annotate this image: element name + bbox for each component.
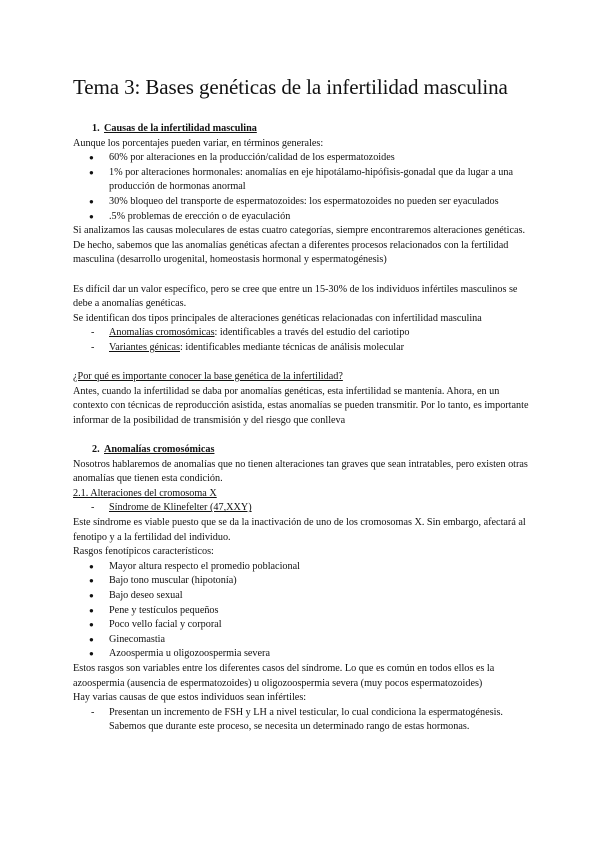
- document-content: [73, 74, 531, 735]
- traits-intro: Rasgos fenotípicos característicos:: [73, 546, 214, 558]
- alteration-types-list: [73, 326, 531, 355]
- subsection-heading: 2.1. Alteraciones del cromosoma X: [73, 487, 217, 499]
- causes-list: [73, 151, 531, 224]
- section-2-title: Anomalías cromosómicas: [104, 444, 215, 456]
- list-item: [73, 501, 531, 516]
- list-item: ● 1% por alteraciones hormonales: anomalías en eje hipotálamo-hipófisis-gonadal que da lugar a una producción de hormonas anormal: [73, 166, 531, 195]
- list-item-term: Anomalías cromosómicas: [109, 327, 215, 339]
- list-item: - Presentan un incremento de FSH y LH a nivel testicular, lo cual condiciona la espermatogénesis. Sabemos que durante este proceso, se necesita un determinado rango de estas hormonas.: [73, 706, 531, 735]
- section-2-paragraph-2: Estos rasgos son variables entre los diferentes casos del síndrome. Lo que es común en todos ellos es la azoospermia (ausencia de espermatozoides) u oligozoospermia severa (muy pocos espermatozoides): [73, 662, 495, 689]
- list-item: ● .5% problemas de erección o de eyaculación: [73, 210, 531, 225]
- list-item-term: Variantes génicas: [109, 341, 180, 353]
- list-item: [73, 341, 531, 356]
- section-1-paragraph-3: Se identifican dos tipos principales de alteraciones genéticas relacionadas con infertilidad masculina: [73, 312, 482, 324]
- syndrome-list: [73, 501, 531, 516]
- list-item: ● Mayor altura respecto el promedio poblacional: [73, 560, 531, 575]
- question-heading: ¿Por qué es importante conocer la base genética de la infertilidad?: [73, 371, 343, 383]
- list-item-text: : identificables mediante técnicas de análisis molecular: [180, 341, 405, 353]
- infertility-causes-list: [73, 706, 531, 735]
- section-2-paragraph-1: Este síndrome es viable puesto que se da la inactivación de uno de los cromosomas X. Sin embargo, afectará al fenotipo y a la fertilidad del individuo.: [73, 517, 526, 543]
- section-2-number: 2.: [92, 444, 100, 456]
- section-1-intro: Aunque los porcentajes pueden variar, en términos generales:: [73, 137, 324, 149]
- spacer: [73, 428, 531, 443]
- traits-list: [73, 560, 531, 662]
- list-item: ● Poco vello facial y corporal: [73, 618, 531, 633]
- section-1-title: Causas de la infertilidad masculina: [104, 123, 257, 134]
- list-item: ● Bajo tono muscular (hipotonía): [73, 574, 531, 589]
- document-title: Tema 3: Bases genéticas de la infertilidad masculina: [73, 75, 508, 99]
- list-item: [73, 326, 531, 341]
- list-item: ● 60% por alteraciones en la producción/calidad de los espermatozoides: [73, 151, 531, 166]
- list-item: ● Bajo deseo sexual: [73, 589, 531, 604]
- list-item-text: : identificables a través del estudio del cariotipo: [214, 327, 410, 339]
- spacer: [73, 268, 531, 283]
- section-2-heading: [73, 443, 531, 458]
- section-2-paragraph-3: Hay varias causas de que estos individuos sean infértiles:: [73, 692, 307, 704]
- section-1-paragraph-1: Si analizamos las causas moleculares de estas cuatro categorías, siempre encontraremos alteraciones genéticas. De hecho, sabemos que las anomalías genéticas afectan a diferentes procesos relacionados con la fertilidad masculina (desarrollo urogenital, homeostasis hormonal y espermatogénesis): [73, 225, 526, 266]
- section-2-intro: Nosotros hablaremos de anomalías que no tienen alteraciones tan graves que sean intratables, pero existen otras anomalías que tienen esta condición.: [73, 458, 528, 485]
- section-1-paragraph-2: Es difícil dar un valor específico, pero se cree que entre un 15-30% de los individuos infértiles masculinos se debe a anomalías genéticas.: [73, 283, 518, 310]
- spacer: [73, 356, 531, 371]
- list-item: ● Pene y testículos pequeños: [73, 604, 531, 619]
- section-1-heading: [73, 122, 531, 137]
- syndrome-name: Síndrome de Klinefelter (47,XXY): [109, 502, 252, 514]
- list-item: ● 30% bloqueo del transporte de espermatozoides: los espermatozoides no pueden ser eyaculados: [73, 195, 531, 210]
- list-item: ● Ginecomastia: [73, 633, 531, 648]
- question-answer: Antes, cuando la infertilidad se daba por anomalías genéticas, esta infertilidad se mantenía. Ahora, en un contexto con técnicas de reproducción asistida, estas anomalías se pueden transmitir. Por lo tanto, es importante informar de la posibilidad de transmisión y del riesgo que conlleva: [73, 385, 529, 426]
- list-item: ● Azoospermia u oligozoospermia severa: [73, 647, 531, 662]
- section-1-number: 1.: [92, 123, 100, 134]
